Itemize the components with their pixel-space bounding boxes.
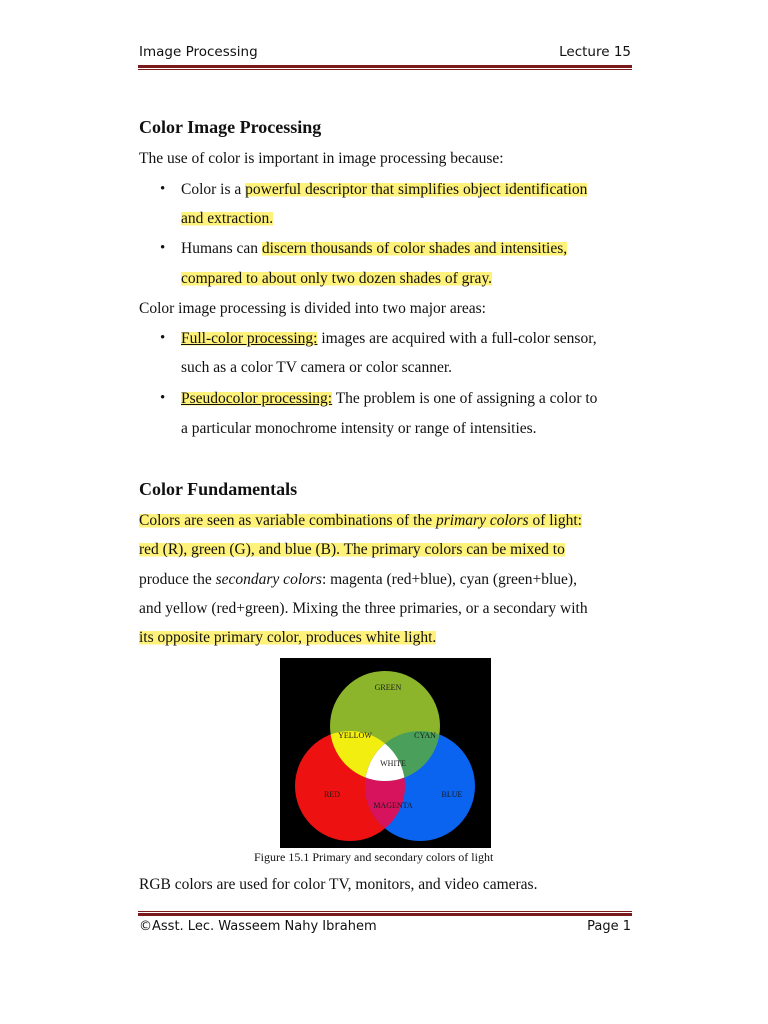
para-line-5: its opposite primary color, produces white light. <box>139 629 437 646</box>
footer-rule-thin <box>138 911 632 912</box>
label-cyan: CYAN <box>414 731 436 740</box>
bullet-1: • <box>160 181 166 197</box>
para-line-2: red (R), green (G), and blue (B). The primary colors can be mixed to <box>139 541 565 558</box>
bullet-3-line-1: Full-color processing: images are acquired with a full-color sensor, <box>181 330 597 347</box>
page-footer <box>139 919 631 934</box>
closing-text: RGB colors are used for color TV, monitors, and video cameras. <box>139 876 538 893</box>
bullet-3: • <box>160 330 166 346</box>
rgb-venn-figure <box>280 658 491 848</box>
bullet-1-line-1: Color is a powerful descriptor that simplifies object identification <box>181 181 588 198</box>
header-course: Image Processing <box>139 44 258 60</box>
label-green: GREEN <box>374 683 402 692</box>
term-full-color: Full-color processing: <box>181 330 318 347</box>
term-pseudocolor: Pseudocolor processing: <box>181 390 333 407</box>
header-rule-thin <box>138 69 632 70</box>
rgb-venn-diagram <box>280 658 491 848</box>
label-blue: BLUE <box>441 790 463 799</box>
bullet-1-line-2: and extraction. <box>181 210 274 227</box>
header-rule <box>138 65 632 68</box>
para-line-1: Colors are seen as variable combinations of the primary colors of light: <box>139 512 582 529</box>
para-line-4: and yellow (red+green). Mixing the three primaries, or a secondary with <box>139 600 588 617</box>
para-line-3: produce the secondary colors: magenta (red+blue), cyan (green+blue), <box>139 571 577 588</box>
label-magenta: MAGENTA <box>373 801 413 810</box>
bullet-4-line-1: Pseudocolor processing: The problem is one of assigning a color to <box>181 390 598 407</box>
label-red: RED <box>324 790 340 799</box>
bullet-2: • <box>160 240 166 256</box>
page-header <box>139 44 631 60</box>
intro-text: The use of color is important in image processing because: <box>139 150 504 167</box>
areas-text: Color image processing is divided into two major areas: <box>139 300 486 317</box>
footer-page-number: Page 1 <box>587 919 631 934</box>
section-title-color-fundamentals: Color Fundamentals <box>139 479 298 499</box>
label-white: WHITE <box>380 759 406 768</box>
bullet-4: • <box>160 390 166 406</box>
header-lecture: Lecture 15 <box>559 44 631 60</box>
footer-rule <box>138 913 632 916</box>
footer-author: ©Asst. Lec. Wasseem Nahy Ibrahem <box>139 919 377 934</box>
label-yellow: YELLOW <box>338 731 372 740</box>
bullet-3-line-2: such as a color TV camera or color scanner. <box>181 359 453 376</box>
figure-caption: Figure 15.1 Primary and secondary colors of light <box>254 850 494 864</box>
section-title-color-image-processing: Color Image Processing <box>139 117 322 137</box>
bullet-2-line-1: Humans can discern thousands of color shades and intensities, <box>181 240 568 257</box>
bullet-2-line-2: compared to about only two dozen shades of gray. <box>181 270 493 287</box>
bullet-4-line-2: a particular monochrome intensity or range of intensities. <box>181 420 537 437</box>
